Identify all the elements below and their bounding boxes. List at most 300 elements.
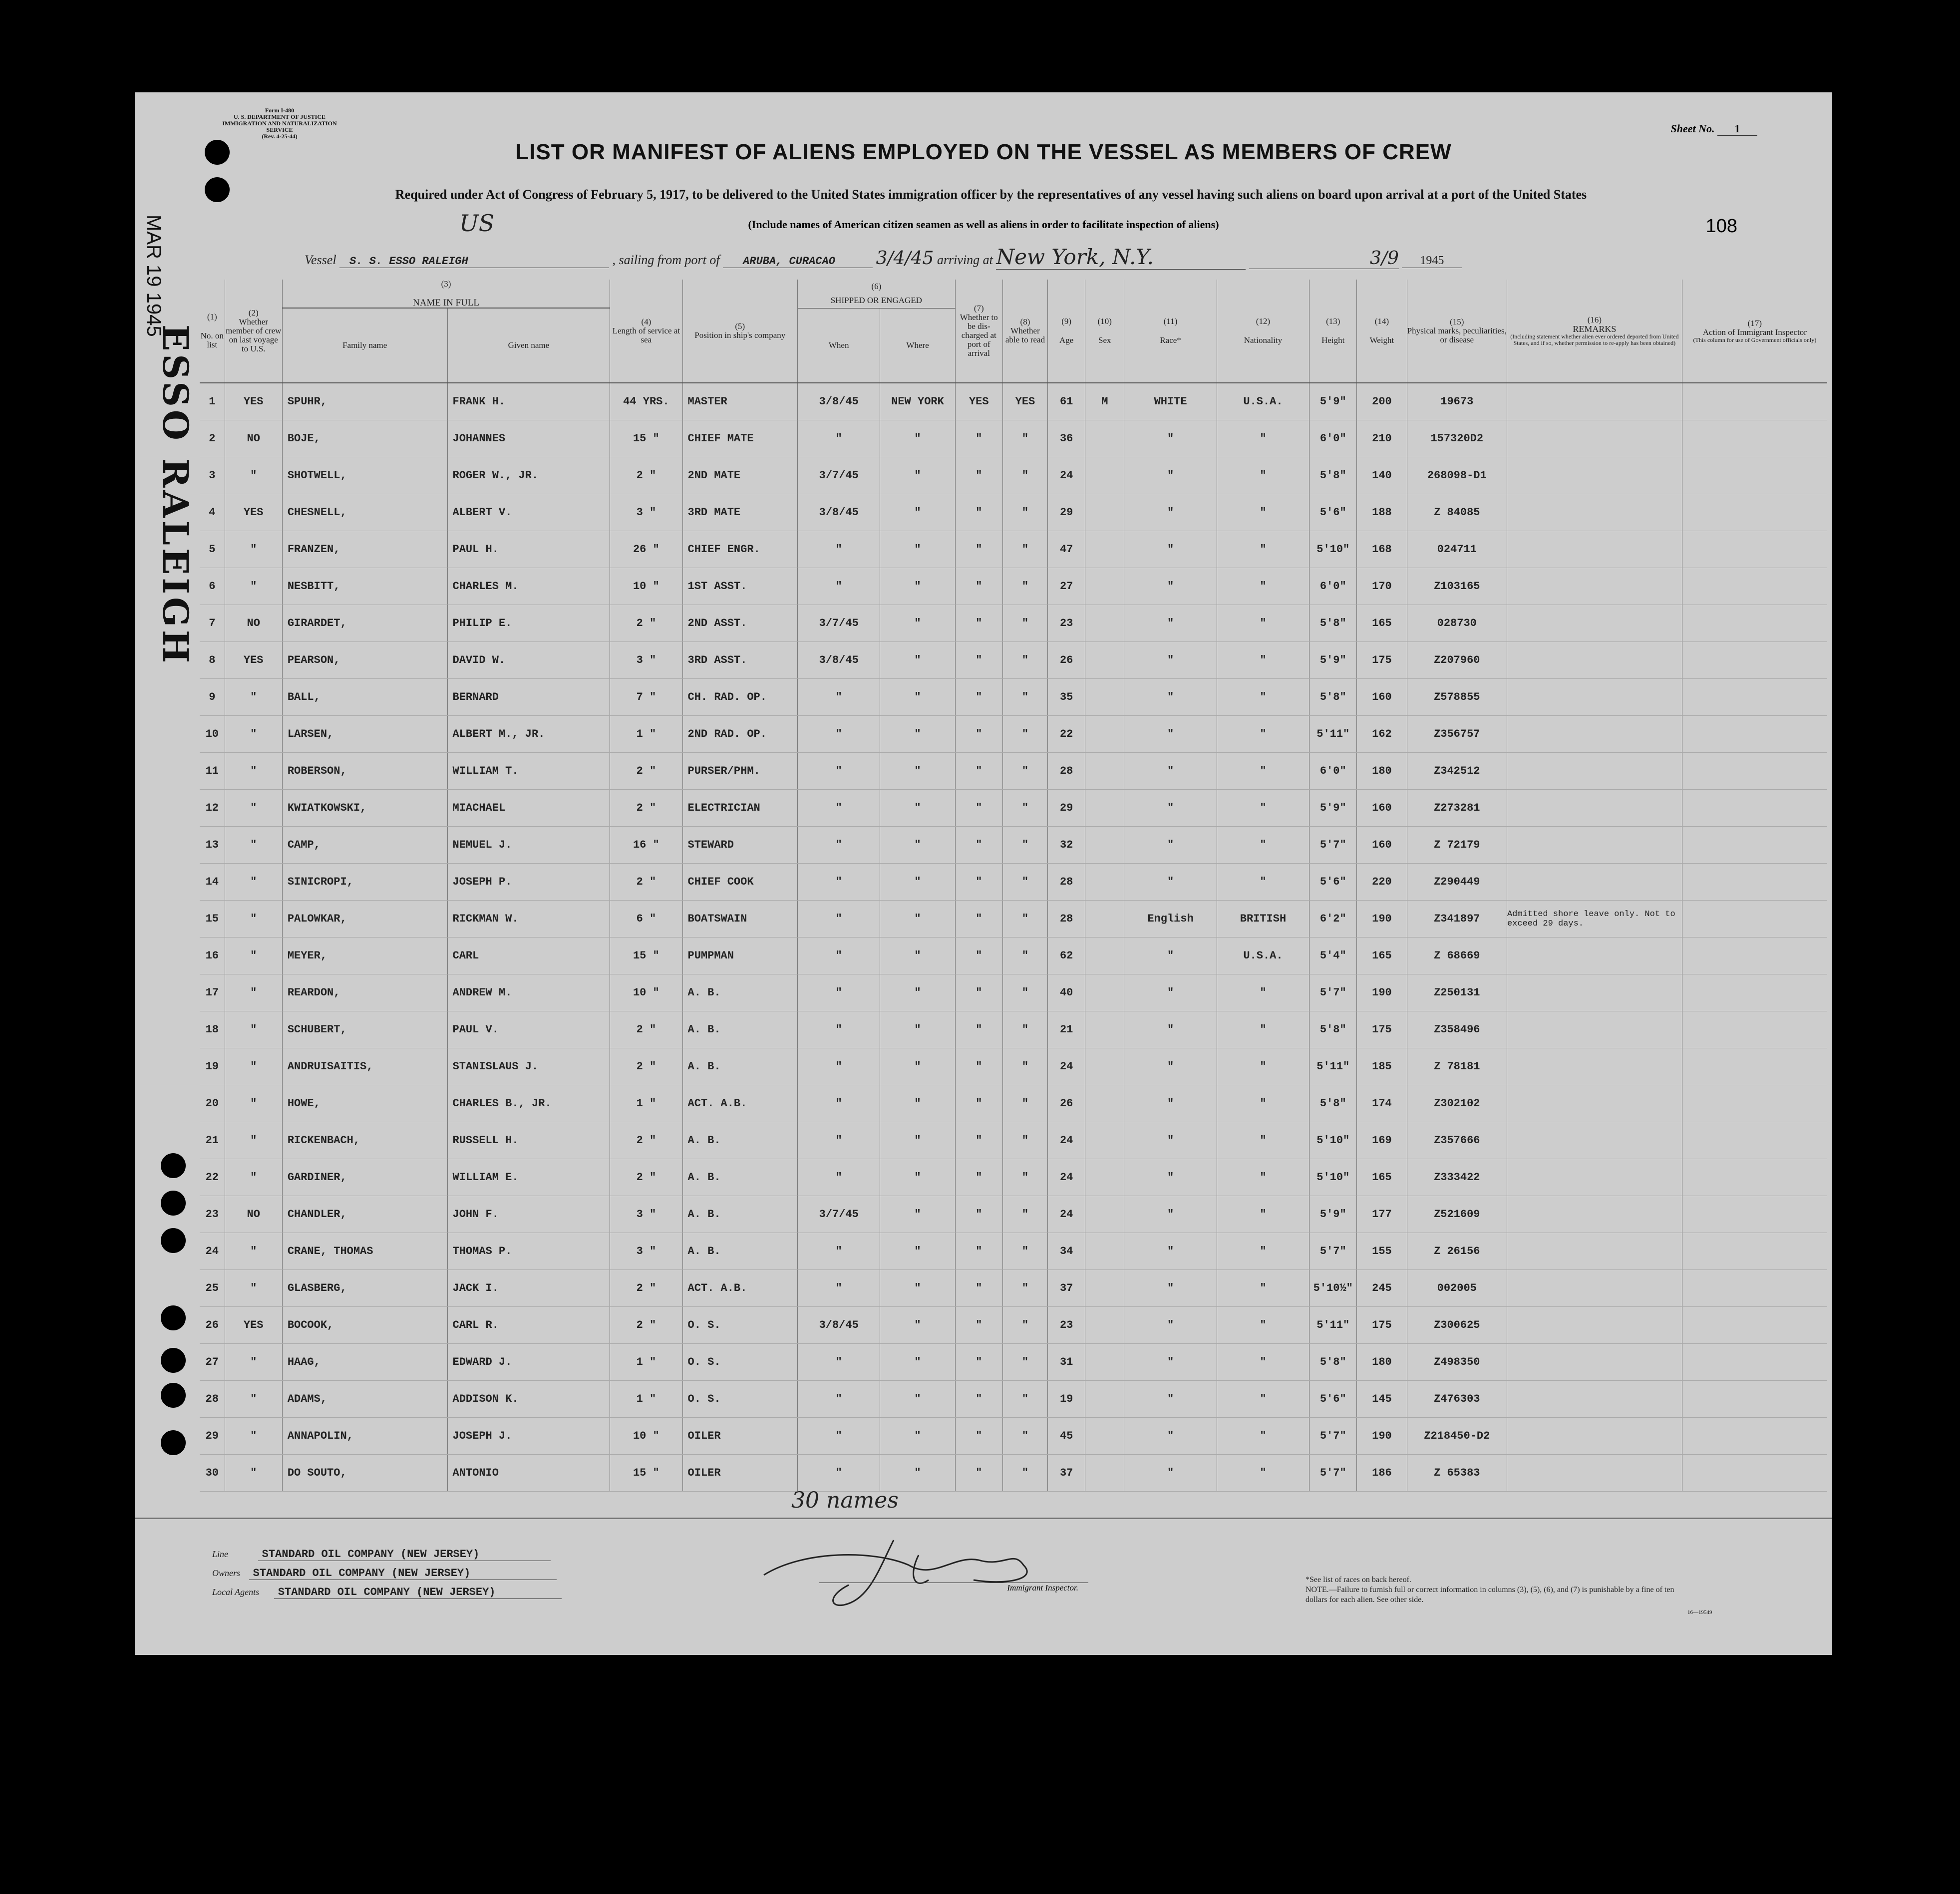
row-number-cell: 29 xyxy=(200,1418,225,1455)
nationality-cell: " xyxy=(1217,827,1309,864)
physical-marks-cell: 157320D2 xyxy=(1407,420,1507,457)
position-cell: OILER xyxy=(682,1418,797,1455)
inspector-action-cell xyxy=(1682,531,1827,568)
family-name-cell: ADAMS, xyxy=(282,1381,447,1418)
last-voyage-cell: " xyxy=(225,1270,282,1307)
shipped-when-cell: " xyxy=(798,531,880,568)
row-number-cell: 1 xyxy=(200,383,225,420)
nationality-cell: " xyxy=(1217,716,1309,753)
sex-cell xyxy=(1085,901,1124,938)
last-voyage-cell: " xyxy=(225,790,282,827)
able-to-read-cell: " xyxy=(1002,1418,1047,1455)
race-cell: " xyxy=(1124,1418,1217,1455)
service-length-cell: 2 " xyxy=(610,790,682,827)
given-name-cell: PAUL H. xyxy=(447,531,610,568)
inspector-signature xyxy=(744,1520,1083,1610)
physical-marks-cell: Z218450-D2 xyxy=(1407,1418,1507,1455)
penalty-note: NOTE.—Failure to furnish full or correct information in columns (3), (5), (6), and (7) is punishable by a fine of ten dollars for each alien. See other side. xyxy=(1306,1585,1674,1604)
family-name-cell: RICKENBACH, xyxy=(282,1122,447,1159)
age-cell: 31 xyxy=(1048,1344,1085,1381)
remarks-cell xyxy=(1507,974,1682,1011)
discharged-cell: " xyxy=(955,605,1002,642)
able-to-read-cell: " xyxy=(1002,1011,1047,1048)
sex-cell xyxy=(1085,1270,1124,1307)
table-row xyxy=(200,1011,1827,1048)
able-to-read-cell: " xyxy=(1002,716,1047,753)
weight-cell: 162 xyxy=(1357,716,1407,753)
family-name-cell: PALOWKAR, xyxy=(282,901,447,938)
discharged-cell: " xyxy=(955,938,1002,974)
given-name-cell: JOHN F. xyxy=(447,1196,610,1233)
physical-marks-cell: Z498350 xyxy=(1407,1344,1507,1381)
race-cell: " xyxy=(1124,1159,1217,1196)
service: IMMIGRATION AND NATURALIZATION SERVICE xyxy=(222,120,337,133)
col-last-voyage-header: (2) Whether member of crew on last voyage to U.S. xyxy=(225,280,282,383)
shipped-when-cell: 3/8/45 xyxy=(798,383,880,420)
sex-cell xyxy=(1085,716,1124,753)
col-remarks-header: (16) REMARKS (Including statement whether alien ever ordered deported from United States, and if so, whether permission to re-apply has been obtained) xyxy=(1507,280,1682,383)
row-number-cell: 18 xyxy=(200,1011,225,1048)
height-cell: 5'7" xyxy=(1309,1418,1357,1455)
table-row xyxy=(200,827,1827,864)
agents-label: Local Agents xyxy=(212,1587,260,1597)
weight-cell: 190 xyxy=(1357,901,1407,938)
remarks-cell xyxy=(1507,420,1682,457)
height-cell: 5'11" xyxy=(1309,1048,1357,1085)
physical-marks-cell: Z 84085 xyxy=(1407,494,1507,531)
sex-cell xyxy=(1085,1307,1124,1344)
row-number-cell: 25 xyxy=(200,1270,225,1307)
nationality-cell: " xyxy=(1217,864,1309,901)
sex-cell xyxy=(1085,1418,1124,1455)
last-voyage-cell: " xyxy=(225,974,282,1011)
given-name-cell: JACK I. xyxy=(447,1270,610,1307)
nationality-cell: " xyxy=(1217,494,1309,531)
page-title: LIST OR MANIFEST OF ALIENS EMPLOYED ON THE VESSEL AS MEMBERS OF CREW xyxy=(515,140,1452,164)
shipped-where-cell: " xyxy=(880,1159,955,1196)
race-cell: " xyxy=(1124,494,1217,531)
shipped-where-cell: " xyxy=(880,1011,955,1048)
remarks-cell xyxy=(1507,1048,1682,1085)
shipped-when-cell: " xyxy=(798,568,880,605)
race-cell: " xyxy=(1124,1455,1217,1492)
row-number-cell: 19 xyxy=(200,1048,225,1085)
races-note: *See list of races on back hereof. xyxy=(1306,1576,1411,1584)
service-length-cell: 10 " xyxy=(610,568,682,605)
shipped-when-cell: " xyxy=(798,938,880,974)
table-row xyxy=(200,1381,1827,1418)
revision: (Rev. 4-25-44) xyxy=(262,133,298,140)
family-name-cell: GIRARDET, xyxy=(282,605,447,642)
position-cell: ELECTRICIAN xyxy=(682,790,797,827)
col-age-header: (9) Age xyxy=(1048,280,1085,383)
age-cell: 62 xyxy=(1048,938,1085,974)
physical-marks-cell: Z 65383 xyxy=(1407,1455,1507,1492)
inspector-action-cell xyxy=(1682,901,1827,938)
remarks-cell: Admitted shore leave only. Not to exceed 29 days. xyxy=(1507,901,1682,938)
row-number-cell: 28 xyxy=(200,1381,225,1418)
sex-cell xyxy=(1085,642,1124,679)
table-row xyxy=(200,753,1827,790)
inspector-action-cell xyxy=(1682,1307,1827,1344)
shipped-when-cell: " xyxy=(798,420,880,457)
race-cell: " xyxy=(1124,1270,1217,1307)
punch-hole xyxy=(161,1191,186,1216)
sex-cell xyxy=(1085,790,1124,827)
weight-cell: 165 xyxy=(1357,938,1407,974)
row-number-cell: 12 xyxy=(200,790,225,827)
given-name-cell: ANTONIO xyxy=(447,1455,610,1492)
able-to-read-cell: " xyxy=(1002,1307,1047,1344)
height-cell: 6'0" xyxy=(1309,568,1357,605)
row-number-cell: 2 xyxy=(200,420,225,457)
table-row xyxy=(200,864,1827,901)
shipped-where-cell: " xyxy=(880,531,955,568)
remarks-cell xyxy=(1507,1122,1682,1159)
row-number-cell: 22 xyxy=(200,1159,225,1196)
sex-cell xyxy=(1085,1122,1124,1159)
last-voyage-cell: NO xyxy=(225,420,282,457)
weight-cell: 165 xyxy=(1357,1159,1407,1196)
table-row xyxy=(200,420,1827,457)
height-cell: 5'8" xyxy=(1309,605,1357,642)
side-ship-name: ESSO RALEIGH xyxy=(155,324,196,666)
department: U. S. DEPARTMENT OF JUSTICE xyxy=(233,113,326,120)
remarks-cell xyxy=(1507,1085,1682,1122)
able-to-read-cell: " xyxy=(1002,864,1047,901)
position-cell: ACT. A.B. xyxy=(682,1085,797,1122)
inspector-action-cell xyxy=(1682,457,1827,494)
table-row xyxy=(200,1270,1827,1307)
family-name-cell: SPUHR, xyxy=(282,383,447,420)
height-cell: 5'7" xyxy=(1309,974,1357,1011)
given-name-cell: MIACHAEL xyxy=(447,790,610,827)
shipped-where-cell: " xyxy=(880,901,955,938)
discharged-cell: " xyxy=(955,1307,1002,1344)
sex-cell xyxy=(1085,753,1124,790)
given-name-cell: RUSSELL H. xyxy=(447,1122,610,1159)
family-name-cell: CHANDLER, xyxy=(282,1196,447,1233)
document-code: 108 xyxy=(1705,216,1737,237)
shipped-where-cell: " xyxy=(880,974,955,1011)
height-cell: 5'10" xyxy=(1309,1122,1357,1159)
shipped-when-cell: " xyxy=(798,1270,880,1307)
service-length-cell: 10 " xyxy=(610,1418,682,1455)
weight-cell: 175 xyxy=(1357,642,1407,679)
handwritten-mark: US xyxy=(459,210,495,237)
service-length-cell: 16 " xyxy=(610,827,682,864)
weight-cell: 175 xyxy=(1357,1307,1407,1344)
family-name-cell: NESBITT, xyxy=(282,568,447,605)
include-note: (Include names of American citizen seamen as well as aliens in order to facilitate inspection of aliens) xyxy=(748,218,1219,231)
given-name-cell: STANISLAUS J. xyxy=(447,1048,610,1085)
height-cell: 5'8" xyxy=(1309,1344,1357,1381)
table-row xyxy=(200,1048,1827,1085)
nationality-cell: " xyxy=(1217,1307,1309,1344)
col-family-header: Family name xyxy=(282,308,447,383)
remarks-cell xyxy=(1507,1418,1682,1455)
position-cell: 3RD MATE xyxy=(682,494,797,531)
sex-cell xyxy=(1085,1159,1124,1196)
position-cell: A. B. xyxy=(682,1233,797,1270)
sailing-label: , sailing from port of xyxy=(612,253,720,267)
able-to-read-cell: " xyxy=(1002,494,1047,531)
shipped-when-cell: 3/7/45 xyxy=(798,1196,880,1233)
shipped-where-cell: " xyxy=(880,679,955,716)
height-cell: 5'10" xyxy=(1309,531,1357,568)
height-cell: 5'8" xyxy=(1309,1011,1357,1048)
nationality-cell: U.S.A. xyxy=(1217,383,1309,420)
row-number-cell: 5 xyxy=(200,531,225,568)
given-name-cell: ADDISON K. xyxy=(447,1381,610,1418)
shipped-where-cell: " xyxy=(880,1048,955,1085)
weight-cell: 188 xyxy=(1357,494,1407,531)
family-name-cell: MEYER, xyxy=(282,938,447,974)
given-name-cell: PHILIP E. xyxy=(447,605,610,642)
shipped-when-cell: " xyxy=(798,1418,880,1455)
side-date-stamp: MAR 19 1945 xyxy=(143,215,165,337)
able-to-read-cell: " xyxy=(1002,974,1047,1011)
discharged-cell: " xyxy=(955,864,1002,901)
last-voyage-cell: " xyxy=(225,1011,282,1048)
remarks-cell xyxy=(1507,605,1682,642)
discharged-cell: " xyxy=(955,790,1002,827)
shipped-when-cell: 3/8/45 xyxy=(798,642,880,679)
able-to-read-cell: " xyxy=(1002,938,1047,974)
row-number-cell: 24 xyxy=(200,1233,225,1270)
family-name-cell: LARSEN, xyxy=(282,716,447,753)
remarks-cell xyxy=(1507,383,1682,420)
shipped-where-cell: " xyxy=(880,642,955,679)
table-row xyxy=(200,605,1827,642)
physical-marks-cell: Z 72179 xyxy=(1407,827,1507,864)
crew-table xyxy=(200,280,1827,1492)
table-row xyxy=(200,938,1827,974)
row-number-cell: 4 xyxy=(200,494,225,531)
discharged-cell: " xyxy=(955,1270,1002,1307)
inspector-action-cell xyxy=(1682,494,1827,531)
position-cell: PURSER/PHM. xyxy=(682,753,797,790)
given-name-cell: WILLIAM T. xyxy=(447,753,610,790)
last-voyage-cell: " xyxy=(225,1085,282,1122)
remarks-cell xyxy=(1507,716,1682,753)
sex-cell xyxy=(1085,827,1124,864)
table-row xyxy=(200,531,1827,568)
physical-marks-cell: 024711 xyxy=(1407,531,1507,568)
shipped-where-cell: " xyxy=(880,827,955,864)
position-cell: CHIEF COOK xyxy=(682,864,797,901)
col-sex-header: (10) Sex xyxy=(1085,280,1124,383)
remarks-cell xyxy=(1507,679,1682,716)
position-cell: STEWARD xyxy=(682,827,797,864)
family-name-cell: ANNAPOLIN, xyxy=(282,1418,447,1455)
shipped-where-cell: " xyxy=(880,1270,955,1307)
nationality-cell: " xyxy=(1217,1196,1309,1233)
form-info xyxy=(215,107,344,140)
sex-cell xyxy=(1085,679,1124,716)
remarks-cell xyxy=(1507,1011,1682,1048)
last-voyage-cell: " xyxy=(225,1418,282,1455)
family-name-cell: BOJE, xyxy=(282,420,447,457)
position-cell: CH. RAD. OP. xyxy=(682,679,797,716)
nationality-cell: " xyxy=(1217,1085,1309,1122)
inspector-action-cell xyxy=(1682,1270,1827,1307)
physical-marks-cell: Z207960 xyxy=(1407,642,1507,679)
sex-cell xyxy=(1085,974,1124,1011)
last-voyage-cell: " xyxy=(225,1048,282,1085)
family-name-cell: KWIATKOWSKI, xyxy=(282,790,447,827)
shipped-where-cell: " xyxy=(880,1122,955,1159)
col-when-header: When xyxy=(798,308,880,383)
physical-marks-cell: Z342512 xyxy=(1407,753,1507,790)
nationality-cell: " xyxy=(1217,753,1309,790)
height-cell: 5'6" xyxy=(1309,494,1357,531)
discharged-cell: " xyxy=(955,901,1002,938)
race-cell: " xyxy=(1124,1196,1217,1233)
discharged-cell: " xyxy=(955,679,1002,716)
discharged-cell: " xyxy=(955,1381,1002,1418)
discharged-cell: " xyxy=(955,494,1002,531)
able-to-read-cell: " xyxy=(1002,1455,1047,1492)
given-name-cell: ALBERT V. xyxy=(447,494,610,531)
discharged-cell: " xyxy=(955,1011,1002,1048)
service-length-cell: 15 " xyxy=(610,420,682,457)
able-to-read-cell: " xyxy=(1002,1233,1047,1270)
shipped-when-cell: 3/8/45 xyxy=(798,494,880,531)
physical-marks-cell: Z357666 xyxy=(1407,1122,1507,1159)
remarks-cell xyxy=(1507,753,1682,790)
nationality-cell: " xyxy=(1217,605,1309,642)
sex-cell xyxy=(1085,1196,1124,1233)
service-length-cell: 2 " xyxy=(610,457,682,494)
family-name-cell: REARDON, xyxy=(282,974,447,1011)
height-cell: 5'10" xyxy=(1309,1159,1357,1196)
row-number-cell: 11 xyxy=(200,753,225,790)
nationality-cell: " xyxy=(1217,1011,1309,1048)
position-cell: A. B. xyxy=(682,1159,797,1196)
shipped-where-cell: " xyxy=(880,1455,955,1492)
last-voyage-cell: " xyxy=(225,1233,282,1270)
last-voyage-cell: YES xyxy=(225,1307,282,1344)
punch-hole xyxy=(161,1383,186,1408)
service-length-cell: 44 YRS. xyxy=(610,383,682,420)
nationality-cell: U.S.A. xyxy=(1217,938,1309,974)
age-cell: 36 xyxy=(1048,420,1085,457)
inspector-action-cell xyxy=(1682,864,1827,901)
service-length-cell: 2 " xyxy=(610,1122,682,1159)
inspector-action-cell xyxy=(1682,1381,1827,1418)
race-cell: " xyxy=(1124,1307,1217,1344)
able-to-read-cell: " xyxy=(1002,679,1047,716)
service-length-cell: 1 " xyxy=(610,716,682,753)
age-cell: 24 xyxy=(1048,1122,1085,1159)
height-cell: 5'7" xyxy=(1309,827,1357,864)
table-row xyxy=(200,494,1827,531)
given-name-cell: ALBERT M., JR. xyxy=(447,716,610,753)
given-name-cell: BERNARD xyxy=(447,679,610,716)
age-cell: 27 xyxy=(1048,568,1085,605)
vessel-name: S. S. ESSO RALEIGH xyxy=(339,255,609,268)
able-to-read-cell: " xyxy=(1002,457,1047,494)
remarks-cell xyxy=(1507,1455,1682,1492)
owners-label: Owners xyxy=(212,1568,241,1578)
height-cell: 5'6" xyxy=(1309,1381,1357,1418)
physical-marks-cell: 028730 xyxy=(1407,605,1507,642)
age-cell: 24 xyxy=(1048,1048,1085,1085)
last-voyage-cell: YES xyxy=(225,494,282,531)
nationality-cell: " xyxy=(1217,420,1309,457)
inspector-action-cell xyxy=(1682,383,1827,420)
remarks-cell xyxy=(1507,1196,1682,1233)
given-name-cell: WILLIAM E. xyxy=(447,1159,610,1196)
discharged-cell: " xyxy=(955,1418,1002,1455)
last-voyage-cell: " xyxy=(225,1122,282,1159)
inspector-action-cell xyxy=(1682,420,1827,457)
service-length-cell: 2 " xyxy=(610,1307,682,1344)
shipped-when-cell: " xyxy=(798,1048,880,1085)
family-name-cell: SINICROPI, xyxy=(282,864,447,901)
weight-cell: 155 xyxy=(1357,1233,1407,1270)
row-number-cell: 3 xyxy=(200,457,225,494)
shipped-where-cell: " xyxy=(880,420,955,457)
sheet-number xyxy=(1671,122,1758,136)
weight-cell: 160 xyxy=(1357,827,1407,864)
discharged-cell: " xyxy=(955,974,1002,1011)
nationality-cell: " xyxy=(1217,457,1309,494)
given-name-cell: CARL R. xyxy=(447,1307,610,1344)
family-name-cell: GLASBERG, xyxy=(282,1270,447,1307)
sex-cell xyxy=(1085,1455,1124,1492)
shipped-where-cell: " xyxy=(880,568,955,605)
position-cell: 3RD ASST. xyxy=(682,642,797,679)
remarks-cell xyxy=(1507,568,1682,605)
table-row xyxy=(200,1122,1827,1159)
service-length-cell: 1 " xyxy=(610,1085,682,1122)
col-action-header: (17) Action of Immigrant Inspector (This column for use of Government officials only) xyxy=(1682,280,1827,383)
inspector-action-cell xyxy=(1682,753,1827,790)
able-to-read-cell: " xyxy=(1002,1196,1047,1233)
physical-marks-cell: 19673 xyxy=(1407,383,1507,420)
shipped-when-cell: " xyxy=(798,716,880,753)
shipped-where-cell: " xyxy=(880,716,955,753)
family-name-cell: HOWE, xyxy=(282,1085,447,1122)
race-cell: " xyxy=(1124,1085,1217,1122)
col-marks-header: (15) Physical marks, peculiarities, or disease xyxy=(1407,280,1507,383)
able-to-read-cell: " xyxy=(1002,1122,1047,1159)
sex-cell xyxy=(1085,1381,1124,1418)
height-cell: 5'8" xyxy=(1309,457,1357,494)
last-voyage-cell: " xyxy=(225,864,282,901)
weight-cell: 180 xyxy=(1357,753,1407,790)
physical-marks-cell: 002005 xyxy=(1407,1270,1507,1307)
shipped-where-cell: " xyxy=(880,457,955,494)
discharged-cell: YES xyxy=(955,383,1002,420)
able-to-read-cell: " xyxy=(1002,1344,1047,1381)
discharged-cell: " xyxy=(955,1344,1002,1381)
position-cell: O. S. xyxy=(682,1307,797,1344)
sex-cell xyxy=(1085,938,1124,974)
age-cell: 61 xyxy=(1048,383,1085,420)
service-length-cell: 2 " xyxy=(610,753,682,790)
position-cell: O. S. xyxy=(682,1344,797,1381)
weight-cell: 145 xyxy=(1357,1381,1407,1418)
shipped-where-cell: " xyxy=(880,1196,955,1233)
nationality-cell: " xyxy=(1217,1048,1309,1085)
inspector-action-cell xyxy=(1682,1455,1827,1492)
service-length-cell: 6 " xyxy=(610,901,682,938)
service-length-cell: 3 " xyxy=(610,1196,682,1233)
row-number-cell: 30 xyxy=(200,1455,225,1492)
